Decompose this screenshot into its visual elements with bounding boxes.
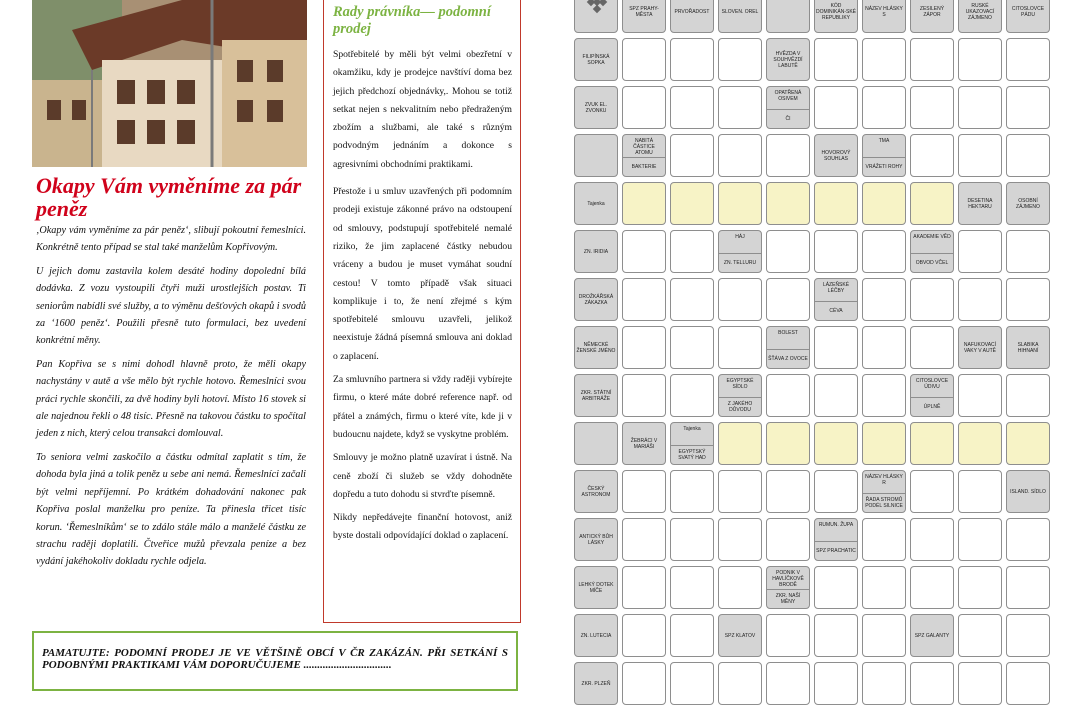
secret-answer-cell[interactable] xyxy=(1006,422,1050,465)
clue-text: FILIPÍNSKÁ SOPKA xyxy=(582,53,610,66)
answer-cell[interactable] xyxy=(622,518,666,561)
clue-text: ČESKÝ ASTRONOM xyxy=(581,485,611,498)
row-clue-cell xyxy=(574,374,618,417)
row-clue-cell xyxy=(574,662,618,705)
sidebar-paragraph: Spotřebitelé by měli být velmi obezřetní v okamžiku, kdy je prodejce navštíví doma bez jejich předchozí objednávky,. Mohou se totiž setkat nejen s nekvalitním nebo předraženým zbožím a službami, ale také s různým podvodným jednáním a dokonce s agresivními obchodními praktikami. xyxy=(333,49,512,170)
clue-text: CÉVA xyxy=(815,301,857,321)
answer-cell[interactable] xyxy=(622,470,666,513)
puzzle-logo-icon xyxy=(585,0,609,15)
inner-clue-cell xyxy=(718,614,762,657)
inner-clue-cell xyxy=(622,134,666,177)
row-clue-cell xyxy=(574,38,618,81)
answer-cell[interactable] xyxy=(766,470,810,513)
clue-text: ŠŤÁVA Z OVOCE xyxy=(767,349,809,369)
answer-cell[interactable] xyxy=(670,518,714,561)
answer-cell[interactable] xyxy=(910,326,954,369)
inner-clue-cell xyxy=(718,374,762,417)
answer-cell[interactable] xyxy=(862,38,906,81)
secret-answer-cell[interactable] xyxy=(814,422,858,465)
clue-text: ISLAND. SÍDLO xyxy=(1010,488,1046,495)
answer-cell[interactable] xyxy=(910,518,954,561)
answer-cell[interactable] xyxy=(670,38,714,81)
lawyer-advice-sidebar xyxy=(323,0,521,623)
answer-cell[interactable] xyxy=(622,278,666,321)
row-clue-cell xyxy=(574,86,618,129)
sidebar-title: Rady právníka— podomní prodej xyxy=(333,4,491,37)
inner-clue-cell xyxy=(622,422,666,465)
answer-cell[interactable] xyxy=(958,230,1002,273)
answer-cell[interactable] xyxy=(622,230,666,273)
answer-cell[interactable] xyxy=(862,566,906,609)
answer-cell[interactable] xyxy=(670,614,714,657)
clue-text: TMA xyxy=(878,138,890,144)
clue-text: AKADEMIE VĚD xyxy=(913,234,951,240)
answer-cell[interactable] xyxy=(670,86,714,129)
header-clue-cell xyxy=(718,0,762,33)
answer-cell[interactable] xyxy=(1006,38,1050,81)
answer-cell[interactable] xyxy=(1006,614,1050,657)
clue-text: BAKTERIE xyxy=(623,157,665,177)
clue-text: ŘADA STROMŮ PODÉL SILNICE xyxy=(863,493,905,513)
clue-text: RUMUN. ŽUPA xyxy=(818,522,854,528)
answer-cell[interactable] xyxy=(910,662,954,705)
clue-text: ZN. TELLURU xyxy=(719,253,761,273)
inner-clue-cell xyxy=(862,470,906,513)
clue-text: KÓD DOMINIKÁN-SKÉ REPUBLIKY xyxy=(816,2,857,21)
sidebar-paragraph: Za smluvního partnera si vždy raději vybírejte firmu, o které máte dobré reference např. od přátel a známých, firmu o které víte, kde ji v budoucnu najdete, když se vyskytne problém. xyxy=(333,374,512,440)
row-clue-cell xyxy=(574,614,618,657)
answer-cell[interactable] xyxy=(814,230,858,273)
answer-cell[interactable] xyxy=(814,662,858,705)
house-photo-image xyxy=(32,0,307,167)
clue-text: BOLEST xyxy=(778,330,798,336)
answer-cell[interactable] xyxy=(958,38,1002,81)
answer-cell[interactable] xyxy=(670,374,714,417)
secret-answer-cell[interactable] xyxy=(958,422,1002,465)
clue-text: ZKR. STÁTNÍ ARBITRÁŽE xyxy=(580,389,612,402)
answer-cell[interactable] xyxy=(718,518,762,561)
answer-cell[interactable] xyxy=(718,470,762,513)
clue-text: OPATŘENÁ OSIVEM xyxy=(774,90,802,102)
clue-text: CITOSLOVCE ÚDIVU xyxy=(915,378,949,390)
inner-clue-cell xyxy=(766,86,810,129)
answer-cell[interactable] xyxy=(622,374,666,417)
answer-cell[interactable] xyxy=(1006,518,1050,561)
clue-text: VRÁŽETI ROHY xyxy=(863,157,905,177)
clue-text: Tajenka xyxy=(587,200,605,207)
answer-cell[interactable] xyxy=(910,134,954,177)
answer-cell[interactable] xyxy=(862,374,906,417)
inner-clue-cell xyxy=(814,278,858,321)
answer-cell[interactable] xyxy=(766,662,810,705)
answer-cell[interactable] xyxy=(622,86,666,129)
secret-answer-cell[interactable] xyxy=(622,182,666,225)
answer-cell[interactable] xyxy=(862,662,906,705)
header-clue-cell xyxy=(958,0,1002,33)
warning-box: PAMATUJTE: PODOMNÍ PRODEJ JE VE VĚTŠINĚ OBCÍ V ČR ZAKÁZÁN. PŘI SETKÁNÍ S PODOBNÝMI PRAKTIKAMI VÁM DOPORUČUJEME ................................ xyxy=(32,631,518,691)
sidebar-paragraph: Přestože i u smluv uzavřených při podomním prodeji existuje zákonné právo na odstoupení od smlouvy, podstupují spotřebitelé nemalé riziko, že jim zaplacené částky nebudou vráceny a budou je muset vymáhat soudní cestou! V tomto případě však situaci komplikuje i to, že není zřejmé s kým spotřebitelé smlouvu uzavřeli, jelikož neexistuje žádná písemná smlouva ani doklad o zaplacení. xyxy=(333,186,512,362)
answer-cell[interactable] xyxy=(718,86,762,129)
answer-cell[interactable] xyxy=(622,614,666,657)
answer-cell[interactable] xyxy=(958,278,1002,321)
article-body xyxy=(36,222,306,577)
secret-answer-cell[interactable] xyxy=(862,182,906,225)
header-clue-cell xyxy=(622,0,666,33)
inner-clue-cell xyxy=(718,230,762,273)
answer-cell[interactable] xyxy=(862,326,906,369)
answer-cell[interactable] xyxy=(958,86,1002,129)
answer-cell[interactable] xyxy=(670,230,714,273)
answer-cell[interactable] xyxy=(862,614,906,657)
clue-text: Z JAKÉHO DŮVODU xyxy=(719,397,761,417)
answer-cell[interactable] xyxy=(766,134,810,177)
answer-cell[interactable] xyxy=(958,614,1002,657)
answer-cell[interactable] xyxy=(958,518,1002,561)
inner-clue-cell xyxy=(1006,470,1050,513)
answer-cell[interactable] xyxy=(670,134,714,177)
answer-cell[interactable] xyxy=(910,278,954,321)
clue-text: SPZ PRAHY-MĚSTA xyxy=(629,5,659,18)
inner-clue-cell xyxy=(910,614,954,657)
inner-clue-cell xyxy=(814,134,858,177)
clue-text xyxy=(575,135,617,176)
inner-clue-cell xyxy=(814,518,858,561)
secret-answer-cell[interactable] xyxy=(910,422,954,465)
inner-clue-cell xyxy=(1006,326,1050,369)
row-clue-cell xyxy=(574,326,618,369)
clue-text xyxy=(767,0,809,32)
clue-text: PRVOŘADOST xyxy=(674,8,710,15)
answer-cell[interactable] xyxy=(910,38,954,81)
row-clue-cell xyxy=(574,422,618,465)
clue-text: EGYPTSKÉ SÍDLO xyxy=(726,378,754,390)
answer-cell[interactable] xyxy=(718,662,762,705)
inner-clue-cell xyxy=(958,326,1002,369)
crossword-grid xyxy=(574,0,1054,687)
clue-text: SPZ KLATOV xyxy=(724,632,756,639)
answer-cell[interactable] xyxy=(958,470,1002,513)
answer-cell[interactable] xyxy=(622,38,666,81)
clue-text: HÁJ xyxy=(735,234,745,240)
clue-text: Tajenka xyxy=(683,426,701,432)
clue-text: ÚPLNĚ xyxy=(911,397,953,417)
answer-cell[interactable] xyxy=(910,86,954,129)
row-clue-cell xyxy=(574,182,618,225)
answer-cell[interactable] xyxy=(622,566,666,609)
clue-text: ŽEBRÁCI V MARIÁŠI xyxy=(630,437,658,450)
clue-text: NÁZEV HLÁSKY R xyxy=(865,474,903,486)
answer-cell[interactable] xyxy=(910,470,954,513)
clue-text: NĚMECKÉ ŽENSKÉ JMÉNO xyxy=(576,341,616,354)
article-photo xyxy=(32,0,307,167)
answer-cell[interactable] xyxy=(814,326,858,369)
answer-cell[interactable] xyxy=(862,86,906,129)
clue-text: RUSKÉ UKAZOVACÍ ZÁJMENO xyxy=(965,2,995,21)
clue-text: NABITÁ ČÁSTICE ATOMU xyxy=(633,138,655,156)
secret-answer-cell[interactable] xyxy=(766,422,810,465)
answer-cell[interactable] xyxy=(1006,86,1050,129)
inner-clue-cell xyxy=(766,566,810,609)
inner-clue-cell xyxy=(910,374,954,417)
answer-cell[interactable] xyxy=(958,662,1002,705)
answer-cell[interactable] xyxy=(862,278,906,321)
answer-cell[interactable] xyxy=(718,134,762,177)
answer-cell[interactable] xyxy=(814,470,858,513)
answer-cell[interactable] xyxy=(1006,134,1050,177)
row-clue-cell xyxy=(574,566,618,609)
answer-cell[interactable] xyxy=(814,566,858,609)
answer-cell[interactable] xyxy=(766,374,810,417)
answer-cell[interactable] xyxy=(1006,278,1050,321)
answer-cell[interactable] xyxy=(814,38,858,81)
secret-answer-cell[interactable] xyxy=(718,182,762,225)
clue-text: CITOSLOVCE PÁDU xyxy=(1011,5,1045,18)
answer-cell[interactable] xyxy=(670,470,714,513)
row-clue-cell xyxy=(574,278,618,321)
row-clue-cell xyxy=(574,230,618,273)
inner-clue-cell xyxy=(958,182,1002,225)
clue-text: ZESILENÝ ZÁPOR xyxy=(919,5,945,18)
answer-cell[interactable] xyxy=(670,326,714,369)
inner-clue-cell xyxy=(766,38,810,81)
answer-cell[interactable] xyxy=(862,518,906,561)
clue-text: SLOVEN. OREL xyxy=(721,8,759,15)
clue-text: OBVOD VČEL xyxy=(911,253,953,273)
article-paragraph: Pan Kopřiva se s nimi dohodl hlavně proto, že měli okapy nachystány v autě a vše mělo být rychle hotovo. Řemeslníci svou práci rychle skončili, za dvě hodiny byli hotoví. Místo 16 stovek si ale najednou řekli o 48 tisíc. Přesně na takovou částku to spočítal jeden z nich, který celou transakci domlouval. xyxy=(36,358,306,440)
answer-cell[interactable] xyxy=(814,374,858,417)
secret-answer-cell[interactable] xyxy=(814,182,858,225)
answer-cell[interactable] xyxy=(1006,230,1050,273)
clue-text: NÁZEV HLÁSKY S xyxy=(865,5,903,18)
clue-text: ZN. IRIDIA xyxy=(583,248,609,255)
answer-cell[interactable] xyxy=(1006,566,1050,609)
sidebar-paragraph: Nikdy nepředávejte finanční hotovost, aniž byste dostali odpovídající doklad o zaplacení. xyxy=(333,512,512,542)
clue-text: HVĚZDA V SOUHVĚZDÍ LABUTĚ xyxy=(773,50,803,69)
clue-text: PODNIK V HAVLÍČKOVĚ BRODĚ xyxy=(772,570,804,588)
inner-clue-cell xyxy=(862,134,906,177)
header-clue-cell xyxy=(766,0,810,33)
secret-answer-cell[interactable] xyxy=(766,182,810,225)
answer-cell[interactable] xyxy=(718,38,762,81)
clue-text: OSOBNÍ ZÁJMENO xyxy=(1016,197,1040,210)
answer-cell[interactable] xyxy=(958,134,1002,177)
row-clue-cell xyxy=(574,470,618,513)
clue-text: NAFUKOVACÍ VAKY V AUTĚ xyxy=(963,341,997,354)
clue-text xyxy=(575,423,617,464)
header-clue-cell xyxy=(670,0,714,33)
clue-text: LEHKÝ DOTEK MÍČE xyxy=(578,581,614,594)
clue-text: ANTICKÝ BŮH LÁSKY xyxy=(579,533,613,546)
clue-text: SPZ GALANTY xyxy=(914,632,950,639)
header-clue-cell xyxy=(910,0,954,33)
inner-clue-cell xyxy=(670,422,714,465)
clue-text: SLABIKA HIHNANÍ xyxy=(1017,341,1039,354)
header-clue-cell xyxy=(862,0,906,33)
secret-answer-cell[interactable] xyxy=(670,182,714,225)
crossword-logo-cell xyxy=(574,0,618,33)
row-clue-cell xyxy=(574,134,618,177)
answer-cell[interactable] xyxy=(622,326,666,369)
clue-text: ZKR. NAŠÍ MĚNY xyxy=(767,589,809,609)
inner-clue-cell xyxy=(910,230,954,273)
clue-text: HOVOROVÝ SOUHLAS xyxy=(821,149,851,162)
answer-cell[interactable] xyxy=(766,230,810,273)
clue-text: ZKR. PLZEŇ xyxy=(581,680,611,687)
answer-cell[interactable] xyxy=(1006,662,1050,705)
clue-text: EGYPTSKÝ SVATÝ HAD xyxy=(671,445,713,465)
article-paragraph: To seniora velmi zaskočilo a částku odmítal zaplatit s tím, že dohoda byla jiná a tolik peněz u sebe ani nemá. Řemeslníci začali být velmi nepříjemní. Po krátkém dohadování nakonec pak Kopřiva poslal manželku pro peníze. Ta přinesla třicet tisíc korun. ‘Řemeslníkům‘ se to zdálo stále málo a manželé částku ze strachu raději doplatili. Čtveřice mužů převzala peníze a bez vydání jakéhokoliv dokladu rychle odjela. xyxy=(36,451,306,568)
clue-text: ZVUK EL. ZVONKU xyxy=(584,101,608,114)
secret-answer-cell[interactable] xyxy=(718,422,762,465)
answer-cell[interactable] xyxy=(766,614,810,657)
secret-answer-cell[interactable] xyxy=(862,422,906,465)
answer-cell[interactable] xyxy=(910,566,954,609)
article-paragraph: U jejich domu zastavila kolem desáté hodiny dopolední bílá dodávka. Z vozu vystoupili čtyři muži urostlejších postav. Ti seniorům nabídli své služby, a to výměnu dešťových okapů i svodů za ‘1600 peněz‘. Použili přesně tuto formulaci, bez uvedení konkrétní měny. xyxy=(36,265,306,347)
answer-cell[interactable] xyxy=(718,326,762,369)
answer-cell[interactable] xyxy=(766,278,810,321)
answer-cell[interactable] xyxy=(1006,374,1050,417)
answer-cell[interactable] xyxy=(718,566,762,609)
answer-cell[interactable] xyxy=(958,374,1002,417)
clue-text: ZN. LUTECIA xyxy=(580,632,612,639)
answer-cell[interactable] xyxy=(670,662,714,705)
answer-cell[interactable] xyxy=(814,614,858,657)
answer-cell[interactable] xyxy=(766,518,810,561)
header-clue-cell xyxy=(1006,0,1050,33)
clue-text: ČI xyxy=(767,109,809,129)
article-paragraph: ‚Okapy vám vyměníme za pár peněz‘, slibují pokoutní řemeslníci. Konkrétně tento případ se stal také manželům Kopřivovým. xyxy=(36,225,306,254)
answer-cell[interactable] xyxy=(814,86,858,129)
clue-text: LÁZEŇSKÉ LÉČBY xyxy=(822,282,850,294)
answer-cell[interactable] xyxy=(718,278,762,321)
secret-answer-cell[interactable] xyxy=(910,182,954,225)
inner-clue-cell xyxy=(1006,182,1050,225)
header-clue-cell xyxy=(814,0,858,33)
clue-text: DROŽKÁŘSKÁ ZÁKAZKA xyxy=(578,293,614,306)
inner-clue-cell xyxy=(766,326,810,369)
answer-cell[interactable] xyxy=(670,566,714,609)
clue-text: DESETINA HEKTARU xyxy=(967,197,993,210)
answer-cell[interactable] xyxy=(862,230,906,273)
answer-cell[interactable] xyxy=(622,662,666,705)
answer-cell[interactable] xyxy=(670,278,714,321)
answer-cell[interactable] xyxy=(958,566,1002,609)
clue-text: SPZ PRACHATIC xyxy=(815,541,857,561)
article-headline: Okapy Vám vyměníme za pár peněz xyxy=(36,173,302,221)
row-clue-cell xyxy=(574,518,618,561)
sidebar-paragraph: Smlouvy je možno platně uzavírat i ústně. Na ceně zboží či služeb se vždy dohodněte dopředu a tuto dohodu si stvrďte písemně. xyxy=(333,452,512,500)
